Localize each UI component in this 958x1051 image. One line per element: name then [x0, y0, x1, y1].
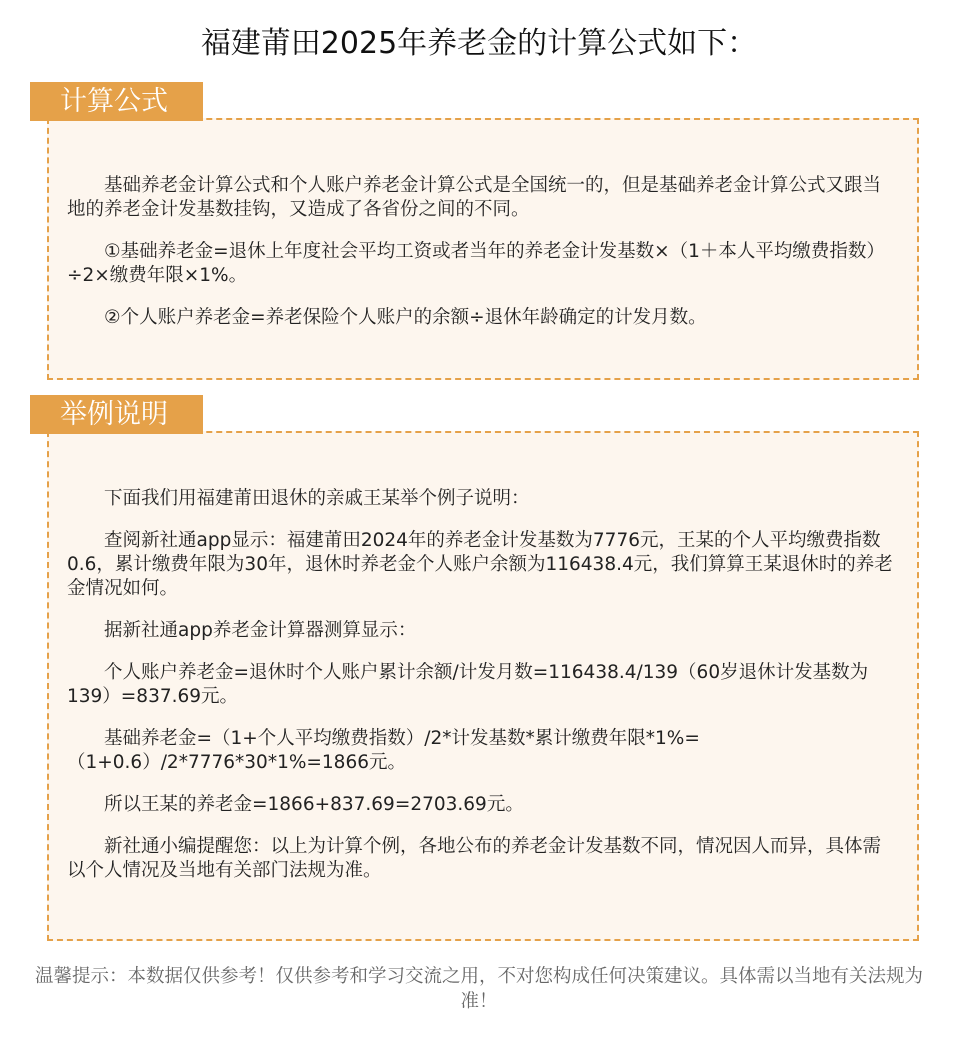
example-paragraph: 下面我们用福建莆田退休的亲戚王某举个例子说明： — [104, 488, 530, 509]
formula-paragraph: ①基础养老金=退休上年度社会平均工资或者当年的养老金计发基数×（1＋本人平均缴费指数）÷2×缴费年限×1%。 — [67, 241, 885, 286]
section-heading-formula: 计算公式 — [30, 82, 203, 121]
example-paragraph: 所以王某的养老金=1866+837.69=2703.69元。 — [104, 794, 524, 815]
disclaimer-note: 温馨提示：本数据仅供参考！仅供参考和学习交流之用，不对您构成任何决策建议。具体需以当地有关法规为准！ — [34, 966, 923, 1012]
formula-box — [47, 118, 919, 380]
example-paragraph: 新社通小编提醒您：以上为计算个例，各地公布的养老金计发基数不同，情况因人而异，具体需以个人情况及当地有关部门法规为准。 — [67, 836, 882, 881]
page-title: 福建莆田2025年养老金的计算公式如下： — [200, 26, 758, 61]
example-paragraph: 基础养老金=（1+个人平均缴费指数）/2*计发基数*累计缴费年限*1%=（1+0.6）/2*7776*30*1%=1866元。 — [67, 728, 700, 773]
section-heading-example: 举例说明 — [30, 395, 203, 434]
example-paragraph: 据新社通app养老金计算器测算显示： — [104, 620, 417, 641]
formula-paragraph: ②个人账户养老金=养老保险个人账户的余额÷退休年龄确定的计发月数。 — [104, 307, 707, 328]
example-paragraph: 个人账户养老金=退休时个人账户累计余额/计发月数=116438.4/139（60岁退休计发基数为139）=837.69元。 — [67, 662, 869, 707]
example-box — [47, 431, 919, 941]
example-paragraph: 查阅新社通app显示：福建莆田2024年的养老金计发基数为7776元，王某的个人平均缴费指数0.6，累计缴费年限为30年，退休时养老金个人账户余额为116438.4元，我们算算王某退休时的养老金情况如何。 — [67, 530, 893, 599]
formula-paragraph: 基础养老金计算公式和个人账户养老金计算公式是全国统一的，但是基础养老金计算公式又跟当地的养老金计发基数挂钩，又造成了各省份之间的不同。 — [67, 175, 882, 220]
